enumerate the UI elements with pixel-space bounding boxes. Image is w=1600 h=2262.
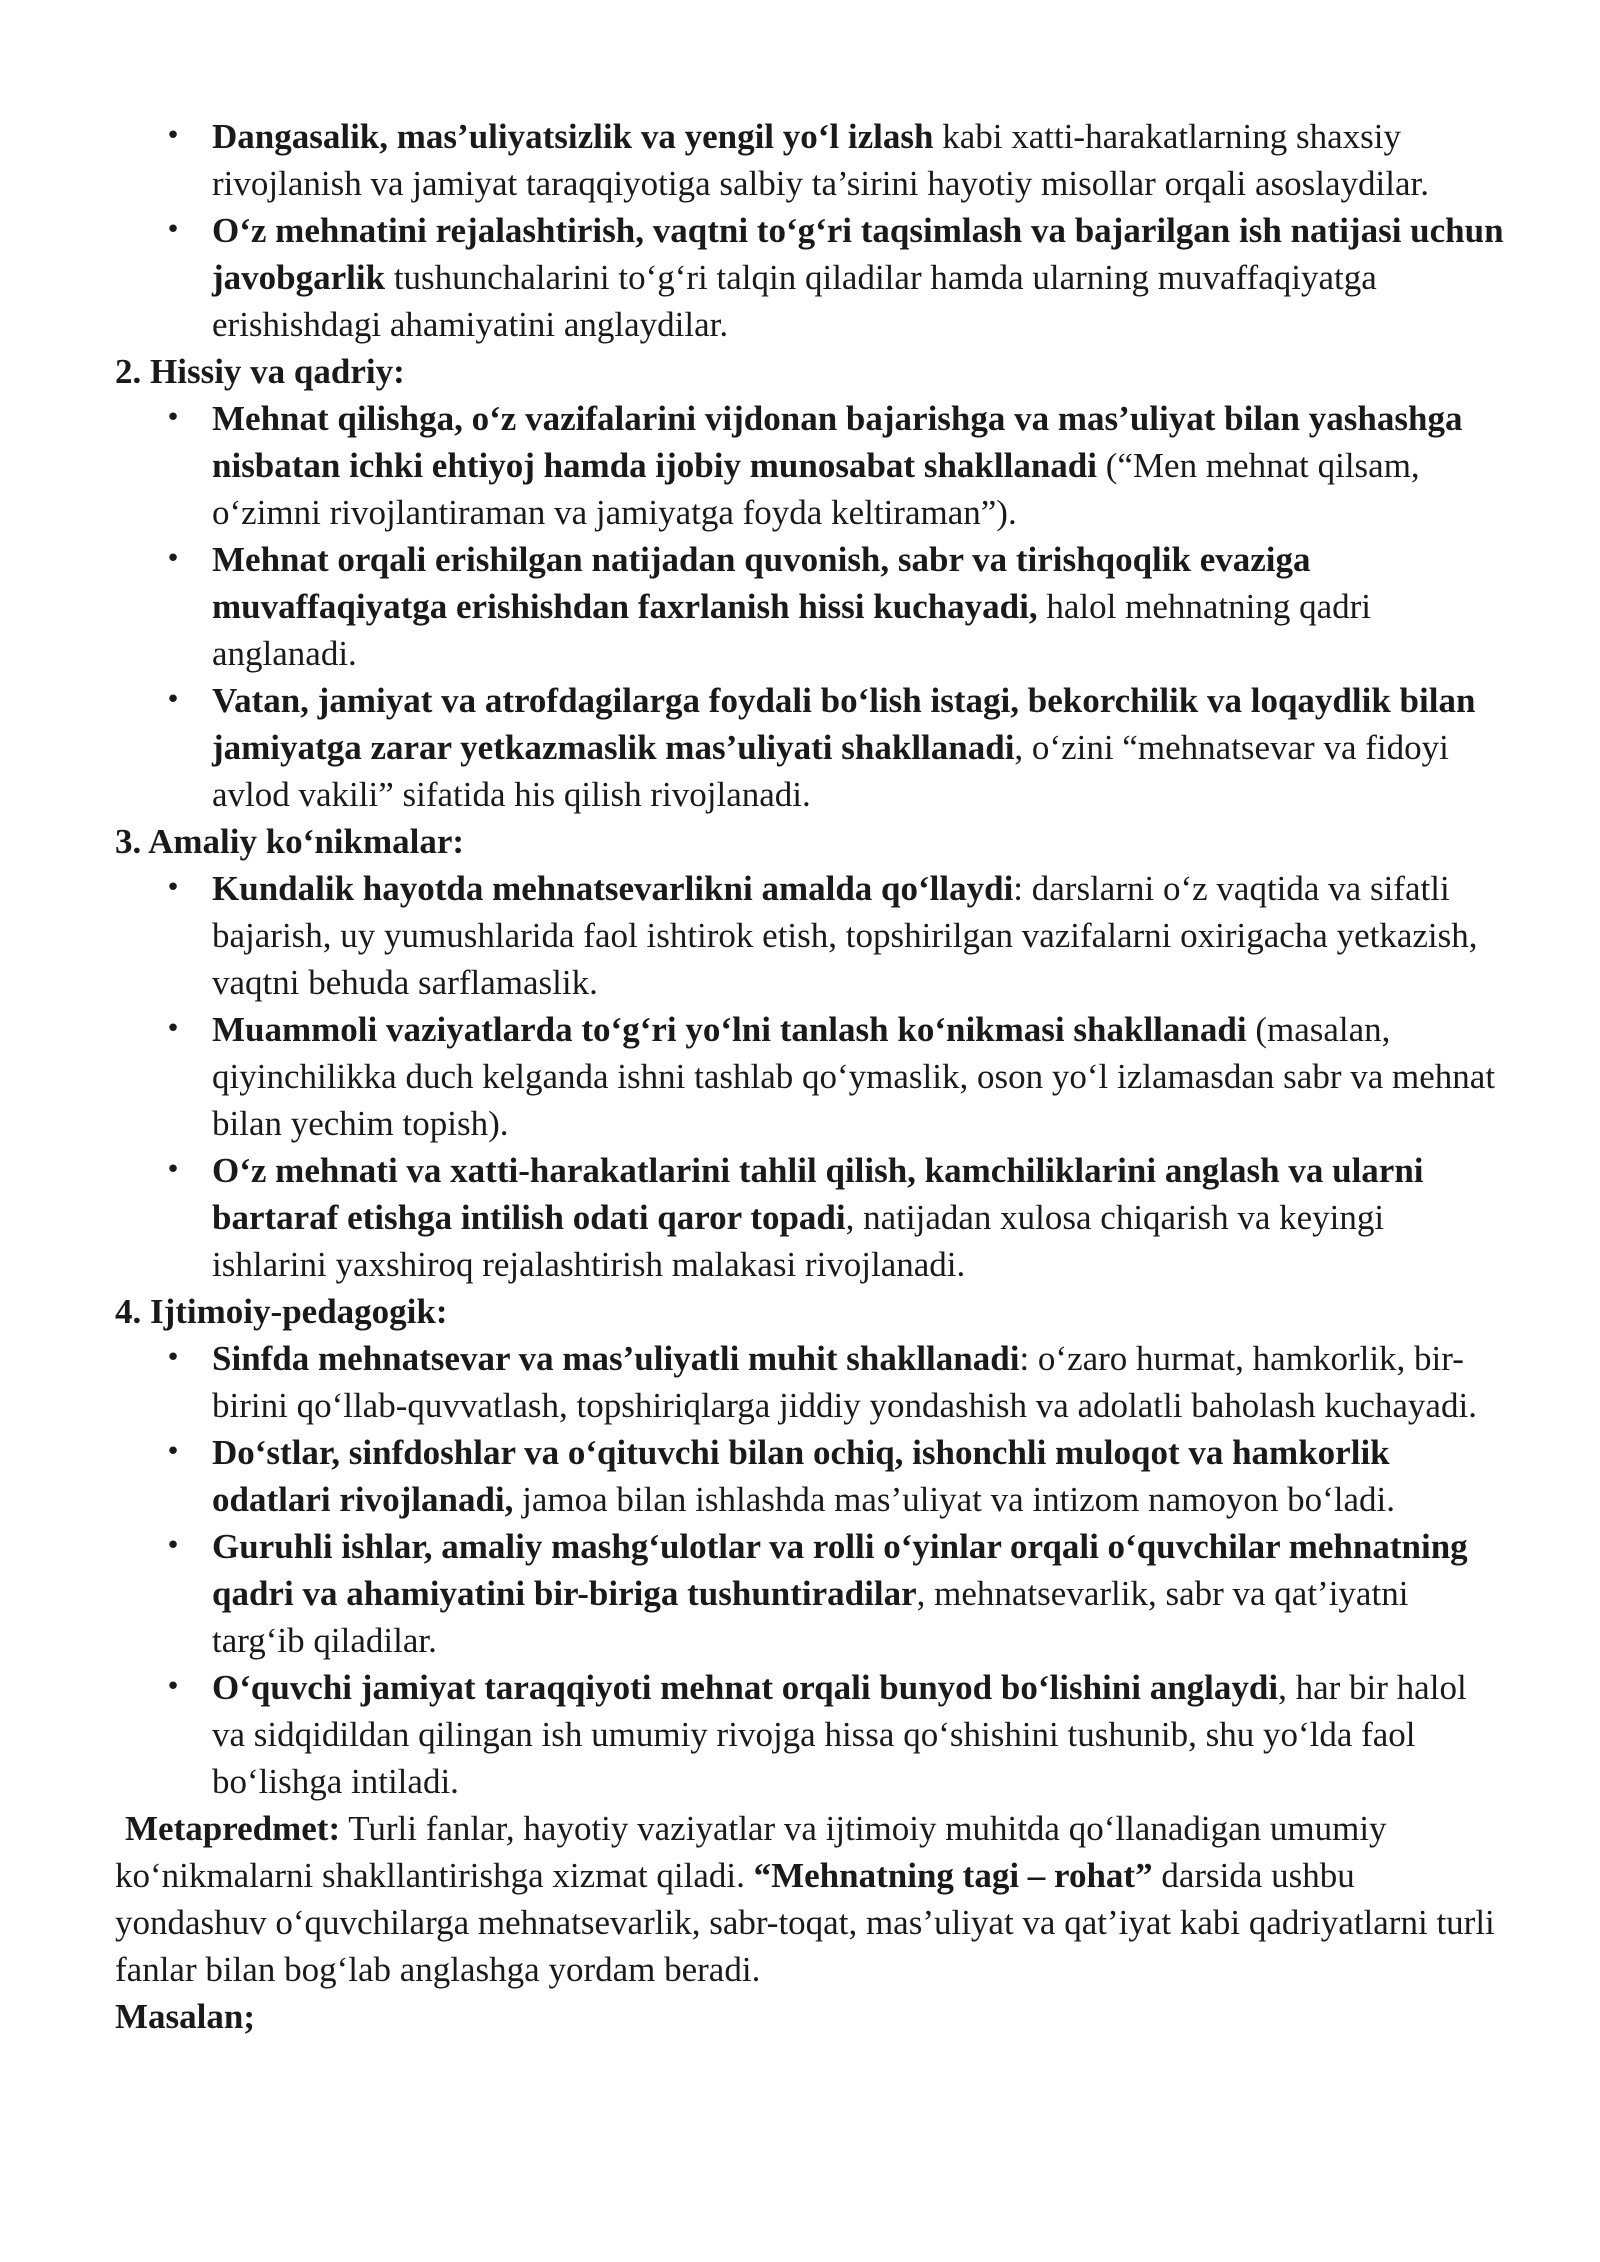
list-item [115,677,1505,818]
bullet-icon: • [165,1343,181,1373]
bullet-list-continuation [115,113,1505,348]
bullet-icon: • [165,873,181,903]
bullet-list-ijtimoiy [115,1335,1505,1805]
bullet-icon: • [165,1531,181,1561]
list-item [115,113,1505,207]
item-bold-text: Vatan, jamiyat va atrofdagilarga foydali bo‘lish istagi, bekorchilik va loqaydlik bilan jamiyatga zarar yetkazmaslik mas’uliyati shakllanadi [212,681,1476,767]
bullet-list-hissiy [115,395,1505,818]
lesson-title: “Mehnatning tagi – rohat” [753,1856,1153,1895]
bullet-icon: • [165,544,181,574]
item-bold-text: Do‘stlar, sinfdoshlar va o‘qituvchi bilan ochiq, ishonchli muloqot va hamkorlik odatlari rivojlanadi, [212,1433,1390,1519]
item-text: : darslarni o‘z vaqtida va sifatli bajarish, uy yumushlarida faol ishtirok etish, topshirilgan vazifalarni oxirigacha yetkazish, vaqtni behuda sarflamaslik. [212,869,1478,1002]
item-text: , natijadan xulosa chiqarish va keyingi ishlarini yaxshiroq rejalashtirish malakasi rivojlanadi. [212,1198,1385,1284]
bullet-icon: • [165,685,181,715]
section-heading-ijtimoiy: 4. Ijtimoiy-pedagogik: [115,1292,448,1331]
item-text: tushunchalarini to‘g‘ri talqin qiladilar hamda ularning muvaffaqiyatga erishishdagi ahamiyatini anglaydilar. [212,258,1377,344]
item-text: halol mehnatning qadri anglanadi. [212,587,1372,673]
list-item [115,1335,1505,1429]
item-bold-text: Mehnat qilishga, o‘z vazifalarini vijdonan bajarishga va mas’uliyat bilan yashashga nisbatan ichki ehtiyoj hamda ijobiy munosabat shakllanadi [212,399,1463,485]
item-bold-text: Guruhli ishlar, amaliy mashg‘ulotlar va rolli o‘yinlar orqali o‘quvchilar mehnatning qadri va ahamiyatini bir-biriga tushuntiradilar [212,1527,1468,1613]
bullet-icon: • [165,1014,181,1044]
item-text: , har bir halol va sidqidildan qilingan ish umumiy rivojga hissa qo‘shishini tushunib, shu yo‘lda faol bo‘lishga intiladi. [212,1668,1467,1801]
bullet-icon: • [165,215,181,245]
item-bold-text: Muammoli vaziyatlarda to‘g‘ri yo‘lni tanlash ko‘nikmasi shakllanadi [212,1010,1247,1049]
example-label: Masalan; [115,1997,255,2036]
bullet-icon: • [165,1155,181,1185]
item-bold-text: Dangasalik, mas’uliyatsizlik va yengil yo‘l izlash [212,117,934,156]
document-body [115,113,1505,2040]
item-text: (masalan, qiyinchilikka duch kelganda ishni tashlab qo‘ymaslik, oson yo‘l izlamasdan sabr va mehnat bilan yechim topish). [212,1010,1496,1143]
item-bold-text: O‘quvchi jamiyat taraqqiyoti mehnat orqali bunyod bo‘lishini anglaydi [212,1668,1279,1707]
list-item [115,207,1505,348]
bullet-list-amaliy [115,865,1505,1288]
list-item [115,536,1505,677]
list-item [115,1429,1505,1523]
metapredmet-label: Metapredmet: [125,1809,341,1848]
item-bold-text: O‘z mehnatini rejalashtirish, vaqtni to‘g‘ri taqsimlash va bajarilgan ish natijasi uchun javobgarlik [212,211,1504,297]
section-heading-amaliy: 3. Amaliy ko‘nikmalar: [115,822,465,861]
bullet-icon: • [165,403,181,433]
bullet-icon: • [165,1437,181,1467]
list-item [115,395,1505,536]
list-item [115,1006,1505,1147]
item-bold-text: Mehnat orqali erishilgan natijadan quvonish, sabr va tirishqoqlik evaziga muvaffaqiyatga erishishdan faxrlanish hissi kuchayadi, [212,540,1311,626]
metapredmet-paragraph [115,1805,1505,1993]
metapredmet-text: Turli fanlar, hayotiy vaziyatlar va ijtimoiy muhitda qo‘llanadigan umumiy ko‘nikmalarni shakllantirishga xizmat qiladi. [115,1809,1387,1895]
item-text: jamoa bilan ishlashda mas’uliyat va intizom namoyon bo‘ladi. [513,1480,1396,1519]
section-heading-hissiy: 2. Hissiy va qadriy: [115,352,405,391]
item-text: kabi xatti-harakatlarning shaxsiy rivojlanish va jamiyat taraqqiyotiga salbiy ta’sirini hayotiy misollar orqali asoslaydilar. [212,117,1429,203]
item-text: , o‘zini “mehnatsevar va fidoyi avlod vakili” sifatida his qilish rivojlanadi. [212,728,1449,814]
metapredmet-text-continued: darsida ushbu yondashuv o‘quvchilarga mehnatsevarlik, sabr-toqat, mas’uliyat va qat’iyat kabi qadriyatlarni turli fanlar bilan bog‘lab anglashga yordam beradi. [115,1856,1495,1989]
item-text: : o‘zaro hurmat, hamkorlik, bir-birini qo‘llab-quvvatlash, topshiriqlarga jiddiy yondashish va adolatli baholash kuchayadi. [212,1339,1477,1425]
item-bold-text: Sinfda mehnatsevar va mas’uliyatli muhit shakllanadi [212,1339,1020,1378]
item-bold-text: Kundalik hayotda mehnatsevarlikni amalda qo‘llaydi [212,869,1014,908]
list-item [115,1523,1505,1664]
list-item [115,1664,1505,1805]
list-item [115,1147,1505,1288]
item-text: (“Men mehnat qilsam, o‘zimni rivojlantiraman va jamiyatga foyda keltiraman”). [212,446,1420,532]
item-text: , mehnatsevarlik, sabr va qat’iyatni targ‘ib qiladilar. [212,1574,1409,1660]
list-item [115,865,1505,1006]
bullet-icon: • [165,1672,181,1702]
item-bold-text: O‘z mehnati va xatti-harakatlarini tahlil qilish, kamchiliklarini anglash va ularni bartaraf etishga intilish odati qaror topadi [212,1151,1424,1237]
bullet-icon: • [165,121,181,151]
